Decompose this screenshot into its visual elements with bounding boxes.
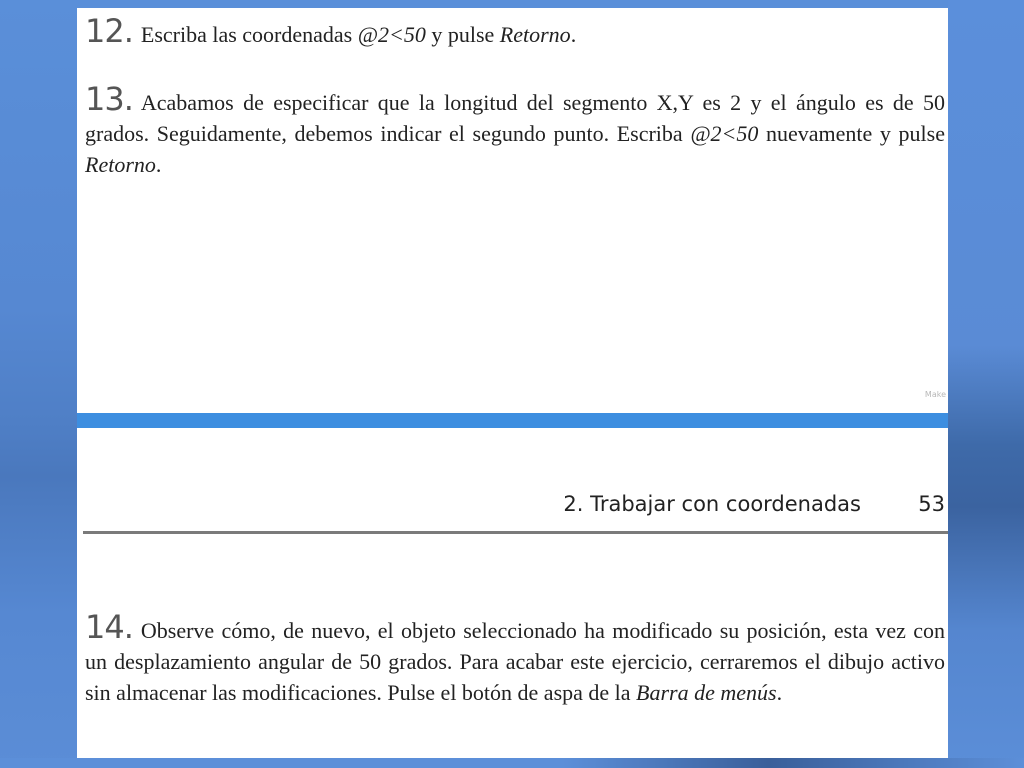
page-separator-bar <box>77 413 948 428</box>
page-number: 53 <box>918 492 945 516</box>
step-14-number: 14. <box>85 608 133 646</box>
step-14-ref: Barra de menús <box>636 680 777 705</box>
step-12-text-a: Escriba las coordenadas <box>140 22 358 47</box>
step-13-paragraph <box>85 80 945 180</box>
background-right-band <box>948 0 1024 768</box>
step-14-paragraph <box>85 608 945 708</box>
step-12-paragraph <box>85 12 945 50</box>
step-12-code: @2<50 <box>357 22 426 47</box>
background-bottom-band <box>0 758 1024 768</box>
step-13-number: 13. <box>85 80 133 118</box>
step-12-text-b: y pulse <box>425 22 500 47</box>
step-13-key: Retorno <box>85 152 156 177</box>
step-13-text-a: Acabamos de especificar que la longitud del segmento X,Y es 2 y el ángulo es de 50 grados. Seguidamente, debemos indicar el segundo punto. Escriba <box>85 90 945 146</box>
step-13-text-c: . <box>155 152 162 177</box>
step-14-text-a: Observe cómo, de nuevo, el objeto seleccionado ha modificado su posición, esta vez con un desplazamiento angular de 50 grados. Para acabar este ejercicio, cerraremos el dibujo activo sin almacenar las modificaciones. Pulse el botón de aspa de la <box>85 618 945 705</box>
watermark: Make <box>924 390 946 399</box>
step-12-number: 12. <box>85 12 133 50</box>
step-12-key: Retorno <box>499 22 571 47</box>
step-12-text-c: . <box>570 22 577 47</box>
document-page <box>77 8 948 758</box>
step-14-text-b: . <box>776 680 783 705</box>
step-13-code: @2<50 <box>690 121 759 146</box>
step-13-text-b: nuevamente y pulse <box>758 121 945 146</box>
header-rule <box>83 531 948 534</box>
chapter-title: 2. Trabajar con coordenadas <box>563 492 861 516</box>
